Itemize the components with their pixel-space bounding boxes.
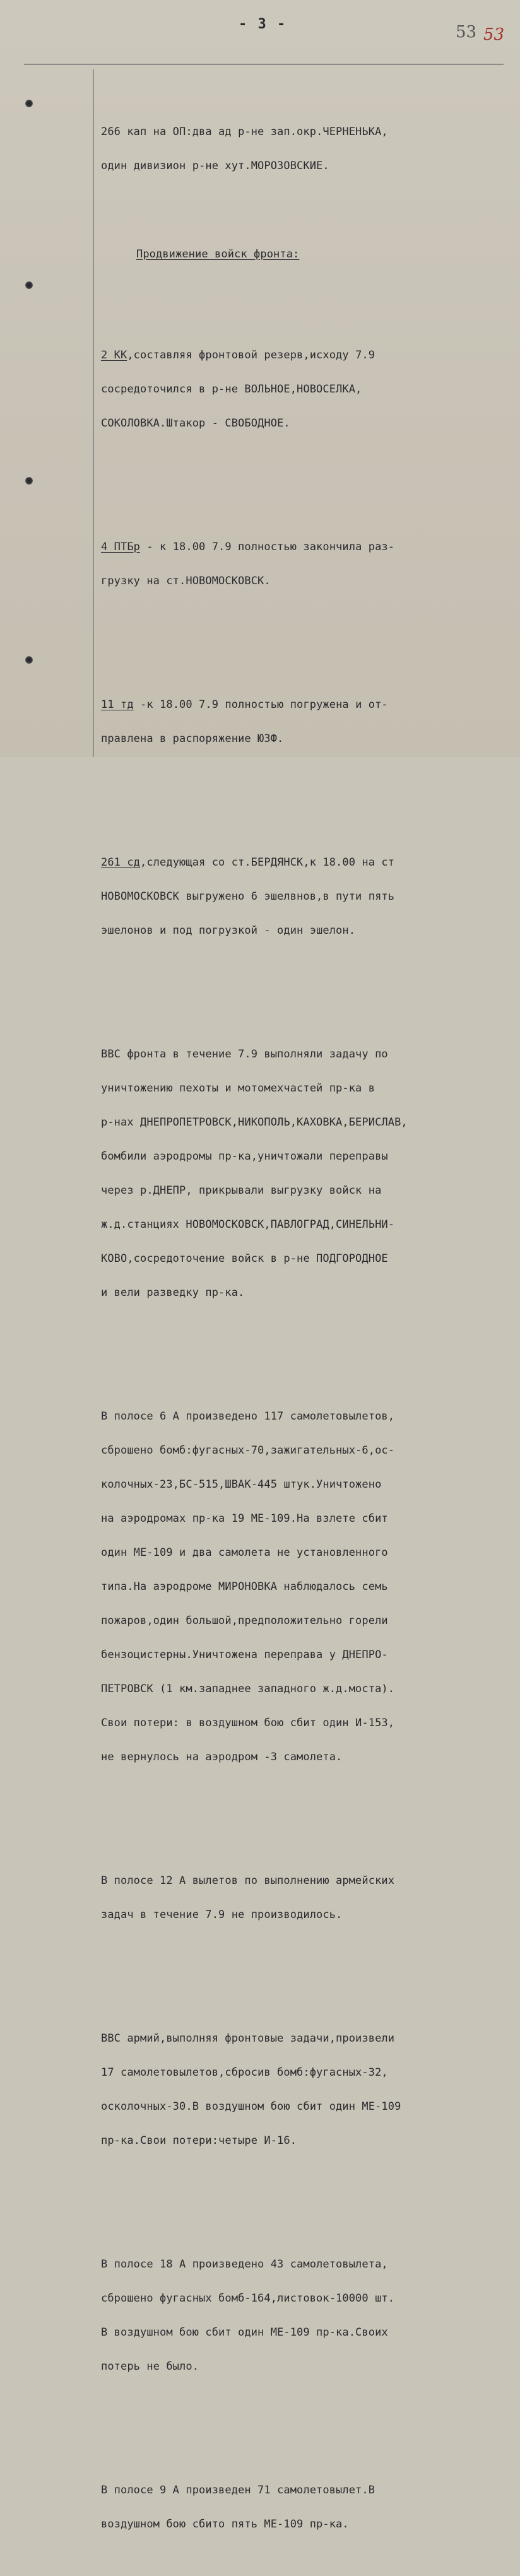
- section-heading: Продвижение войск фронта:: [136, 248, 300, 261]
- text-line: и вели разведку пр-ка.: [101, 1286, 245, 1299]
- text-line: Свои потери: в воздушном бою сбит один И-153,: [101, 1717, 395, 1729]
- text-line: воздушном бою сбито пять МЕ-109 пр-ка.: [101, 2518, 349, 2531]
- text-line: ВВС армий,выполняя фронтовые задачи,произвели: [101, 2032, 395, 2045]
- paragraph-army-air-forces: [101, 2010, 505, 2169]
- text-line: один МЕ-109 и два самолета не установленного: [101, 1546, 388, 1559]
- document-body: [101, 81, 505, 2575]
- text-line: В полосе 6 А произведено 117 самолетовылетов,: [101, 1410, 395, 1423]
- binding-hole: [25, 281, 33, 289]
- sheet-number-handwritten: 53: [483, 25, 505, 44]
- text-line: КОВО,сосредоточение войск в р-не ПОДГОРОДНОЕ: [101, 1252, 388, 1265]
- top-rule-line: [24, 64, 504, 65]
- text-line: не вернулось на аэродром -3 самолета.: [101, 1751, 343, 1763]
- text-line: эшелонов и под погрузкой - один эшелон.: [101, 924, 356, 937]
- text-line: сброшено бомб:фугасных-70,зажигательных-6,ос-: [101, 1444, 395, 1457]
- text-line: ВВС фронта в течение 7.9 выполняли задачу по: [101, 1048, 388, 1061]
- paragraph-4ptbr: [101, 519, 505, 609]
- paragraph-artillery: [101, 103, 505, 194]
- text-line: В полосе 12 А вылетов по выполнению армейских: [101, 1874, 395, 1887]
- text-line: осколочных-30.В воздушном бою сбит один МЕ-109: [101, 2100, 401, 2113]
- binding-hole: [25, 100, 33, 107]
- text-line: на аэродромах пр-ка 19 МЕ-109.На взлете сбит: [101, 1512, 388, 1525]
- text-line: через р.ДНЕПР, прикрывали выгрузку войск на: [101, 1184, 382, 1197]
- text-line: ж.д.станциях НОВОМОСКОВСК,ПАВЛОГРАД,СИНЕЛЬНИ-: [101, 1218, 395, 1231]
- text-line: грузку на ст.НОВОМОСКОВСК.: [101, 575, 271, 587]
- paragraph-6-army: [101, 1388, 505, 1785]
- paragraph-11td: [101, 676, 505, 767]
- text-line: уничтожению пехоты и мотомехчастей пр-ка в: [101, 1082, 375, 1095]
- text-line: НОВОМОСКОВСК выгружено 6 эшелвнов,в пути пять: [101, 890, 395, 903]
- text-line: В воздушном бою сбит один МЕ-109 пр-ка.Своих: [101, 2326, 388, 2339]
- text-line: В полосе 18 А произведено 43 самолетовылета,: [101, 2258, 388, 2271]
- text-line: 17 самолетовылетов,сбросив бомб:фугасных-32,: [101, 2066, 388, 2079]
- text-line: ПЕТРОВСК (1 км.западнее западного ж.д.моста).: [101, 1683, 395, 1695]
- unit-label: 2 КК: [101, 349, 127, 362]
- paragraph-12-army: [101, 1852, 505, 1943]
- unit-label: 4 ПТБр: [101, 541, 141, 553]
- text-line: 2 КК,составляя фронтовой резерв,исходу 7.9: [101, 349, 375, 362]
- text-line: 11 тд -к 18.00 7.9 полностью погружена и от-: [101, 698, 388, 711]
- text-line: потерь не было.: [101, 2360, 199, 2373]
- unit-label: 11 тд: [101, 698, 134, 711]
- text-line: пр-ка.Свои потери:четыре И-16.: [101, 2134, 297, 2147]
- text-line: бомбили аэродромы пр-ка,уничтожали переправы: [101, 1150, 388, 1163]
- text-line: 266 кап на ОП:два ад р-не зап.окр.ЧЕРНЕНЬКА,: [101, 126, 388, 138]
- text-line: СОКОЛОВКА.Штакор - СВОБОДНОЕ.: [101, 417, 290, 430]
- text-line: бензоцистерны.Уничтожена переправа у ДНЕПРО-: [101, 1649, 388, 1661]
- text-line: р-нах ДНЕПРОПЕТРОВСК,НИКОПОЛЬ,КАХОВКА,БЕРИСЛАВ,: [101, 1116, 408, 1129]
- text-line: 261 сд,следующая со ст.БЕРДЯНСК,к 18.00 на ст: [101, 856, 395, 869]
- margin-rule-line: [93, 69, 94, 757]
- text-line: задач в течение 7.9 не производилось.: [101, 1908, 343, 1921]
- text-line: сосредоточился в р-не ВОЛЬНОЕ,НОВОСЕЛКА,: [101, 383, 362, 396]
- text-line: сброшено фугасных бомб-164,листовок-10000 шт.: [101, 2292, 395, 2305]
- text-line: В полосе 9 А произведен 71 самолетовылет.В: [101, 2484, 375, 2497]
- text-line: 4 ПТБр - к 18.00 7.9 полностью закончила раз-: [101, 541, 395, 553]
- text-line: типа.На аэродроме МИРОНОВКА наблюдалось семь: [101, 1580, 388, 1593]
- paragraph-9-army: [101, 2462, 505, 2553]
- binding-hole: [25, 656, 33, 664]
- sheet-number-stamp: 53: [456, 23, 477, 42]
- paragraph-18-army: [101, 2236, 505, 2395]
- text-line: правлена в распоряжение ЮЗФ.: [101, 732, 284, 745]
- text-line: колочных-23,БС-515,ШВАК-445 штук.Уничтожено: [101, 1478, 382, 1491]
- paragraph-2kk: [101, 327, 505, 452]
- text-line: один дивизион р-не хут.МОРОЗОВСКИЕ.: [101, 160, 329, 172]
- page-number: - 3 -: [239, 16, 287, 32]
- text-line: пожаров,один большой,предположительно горели: [101, 1614, 388, 1627]
- paragraph-261sd: [101, 834, 505, 959]
- unit-label: 261 сд: [101, 856, 141, 869]
- paragraph-air-force-front: [101, 1026, 505, 1321]
- binding-hole: [25, 477, 33, 485]
